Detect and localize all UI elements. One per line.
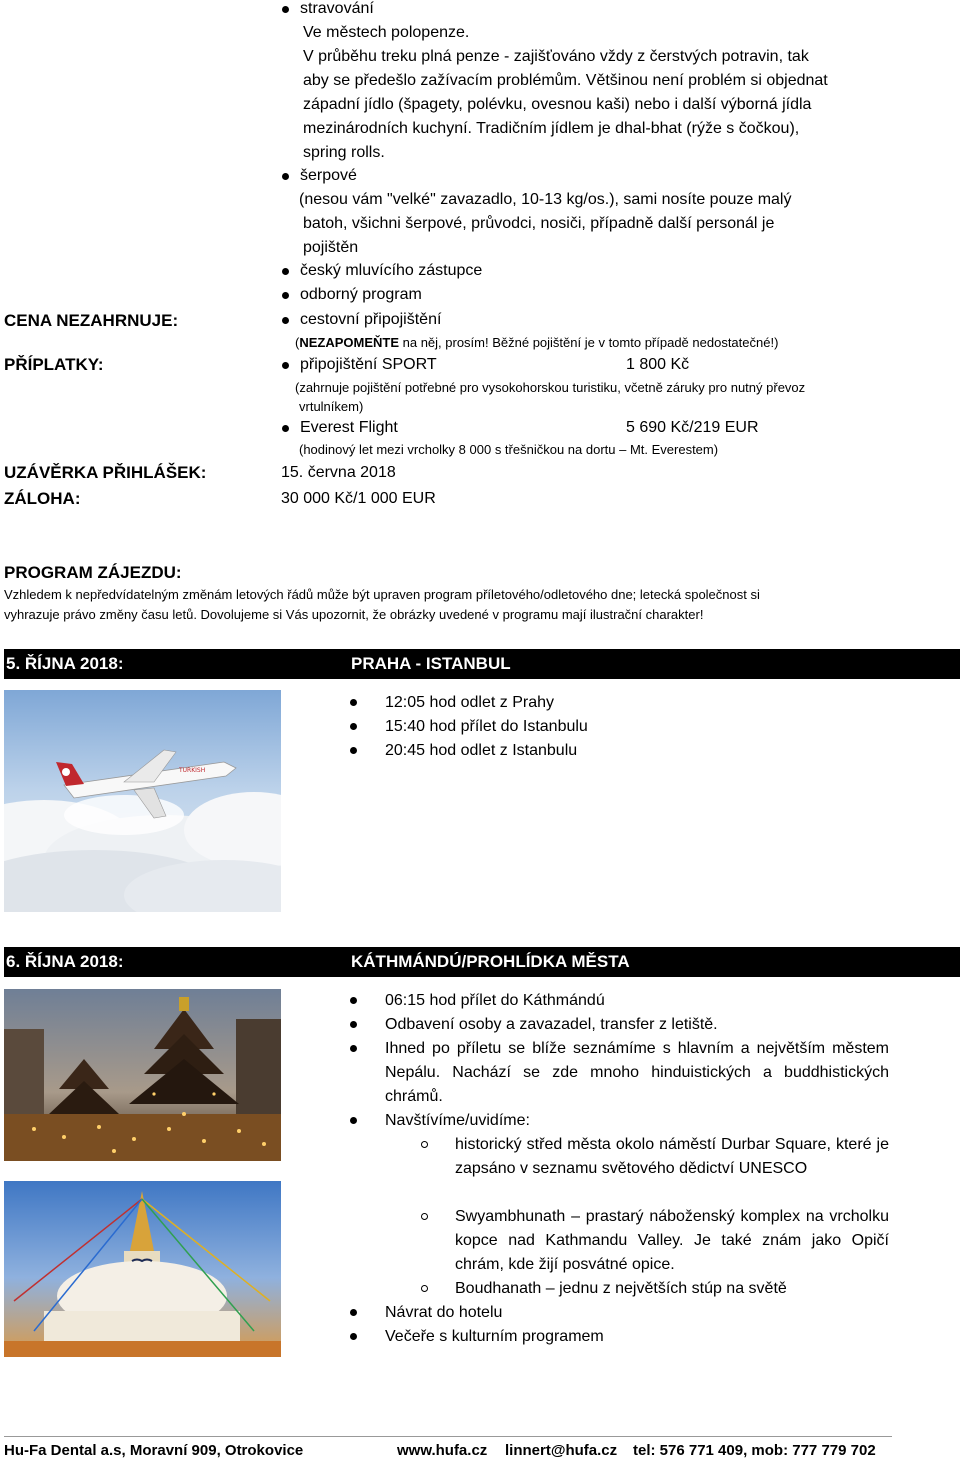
day1-item: 20:45 hod odlet z Istanbulu	[385, 742, 578, 759]
not-included-label: CENA NEZAHRNUJE:	[4, 311, 179, 330]
day1-header-bar	[4, 649, 960, 679]
everest-flight-price: 5 690 Kč/219 EUR	[626, 419, 759, 436]
stravovani-line-5: mezinárodních kuchyní. Tradičním jídlem je dhal-bhat (rýže s čočkou),	[303, 120, 800, 137]
serpove-line-1: (nesou vám "velké" zavazadlo, 10-13 kg/os.), sami nosíte pouze malý	[299, 191, 792, 208]
everest-flight-name: Everest Flight	[300, 419, 398, 436]
day2-item-arrival: 06:15 hod přílet do Káthmándú	[385, 992, 605, 1009]
day1-item: 15:40 hod přílet do Istanbulu	[385, 718, 588, 735]
bullet-icon	[350, 1021, 357, 1028]
program-item: odborný program	[300, 286, 422, 303]
day2-title: KÁTHMÁNDÚ/PROHLÍDKA MĚSTA	[351, 952, 630, 971]
bullet-icon	[350, 723, 357, 730]
stravovani-line-4: západní jídlo (špagety, polévku, ovesnou kaši) nebo i další výborná jídla	[303, 96, 812, 113]
insurance-note: (NEZAPOMEŇTE na něj, prosím! Běžné pojištění je v tomto případě nedostatečné!)	[295, 335, 779, 350]
sport-insurance-name: připojištění SPORT	[300, 356, 437, 373]
bullet-icon	[350, 1117, 357, 1124]
bullet-icon	[282, 317, 289, 324]
bullet-icon	[282, 6, 289, 13]
bullet-icon	[282, 425, 289, 432]
plane-livery-text: TURKISH	[179, 767, 206, 774]
stravovani-line-6: spring rolls.	[303, 144, 385, 161]
day2-item-transfer: Odbavení osoby a zavazadel, transfer z letiště.	[385, 1016, 718, 1033]
bullet-icon	[350, 1309, 357, 1316]
day2-header-bar	[4, 947, 960, 977]
serpove-label: šerpové	[300, 167, 357, 184]
day2-date: 6. ŘÍJNA 2018:	[6, 952, 124, 971]
circle-bullet-icon	[421, 1213, 428, 1220]
circle-bullet-icon	[421, 1285, 428, 1292]
sport-insurance-price: 1 800 Kč	[626, 356, 690, 373]
sport-note-2: vrtulníkem)	[299, 399, 364, 414]
zastupce-item: český mluvícího zástupce	[300, 262, 483, 279]
bullet-icon	[282, 362, 289, 369]
surcharges-label: PŘÍPLATKY:	[4, 355, 104, 374]
circle-bullet-icon	[421, 1141, 428, 1148]
bullet-icon	[350, 1333, 357, 1340]
stravovani-line-2: V průběhu treku plná penze - zajišťováno vždy z čerstvých potravin, tak	[303, 48, 809, 65]
footer-company: Hu-Fa Dental a.s, Moravní 909, Otrokovice	[4, 1442, 304, 1459]
travel-insurance-item: cestovní připojištění	[300, 311, 442, 328]
stravovani-line-1: Ve městech polopenze.	[303, 24, 470, 41]
footer-web-link[interactable]: www.hufa.cz	[397, 1442, 488, 1459]
stupa-photo	[4, 1181, 281, 1357]
bullet-icon	[350, 997, 357, 1004]
stravovani-label: stravování	[300, 0, 374, 17]
serpove-line-3: pojištěn	[303, 239, 359, 256]
bullet-icon	[350, 699, 357, 706]
bullet-icon	[350, 1045, 357, 1052]
temple-photo	[4, 989, 281, 1161]
deadline-label: UZÁVĚRKA PŘIHLÁŠEK:	[4, 463, 207, 482]
day1-item: 12:05 hod odlet z Prahy	[385, 694, 555, 711]
sport-note-1: (zahrnuje pojištění potřebné pro vysokohorskou turistiku, včetně záruky pro nutný převoz	[295, 380, 806, 395]
day2-item-dinner: Večeře s kulturním programem	[385, 1328, 604, 1345]
airplane-photo	[4, 690, 281, 912]
day2-sub-durbar: historický střed města okolo náměstí Durbar Square, které je zapsáno v seznamu světového dědictví UNESCO	[455, 1136, 889, 1177]
program-note-2: vyhrazuje právo změny času letů. Dovolujeme si Vás upozornit, že obrázky uvedené v programu mají ilustrační charakter!	[4, 607, 704, 622]
day2-item-return: Návrat do hotelu	[385, 1304, 503, 1321]
stravovani-line-3: aby se předešlo zažívacím problémům. Většinou není problém si objednat	[303, 72, 828, 89]
day1-title: PRAHA - ISTANBUL	[351, 654, 511, 673]
day2-item-visit: Navštívíme/uvidíme:	[385, 1112, 530, 1129]
day2-sub-swyambhunath: Swyambhunath – prastarý náboženský komplex na vrcholku kopce nad Kathmandu Valley. Je také znám jako Opičí chrám, kde žijí posvátné opice.	[455, 1208, 889, 1273]
footer-email-link[interactable]: linnert@hufa.cz	[505, 1442, 618, 1459]
bullet-icon	[282, 292, 289, 299]
footer-phones: tel: 576 771 409, mob: 777 779 702	[633, 1442, 876, 1459]
bullet-icon	[350, 747, 357, 754]
deposit-label: ZÁLOHA:	[4, 489, 81, 508]
day1-date: 5. ŘÍJNA 2018:	[6, 654, 124, 673]
footer-divider	[4, 1436, 892, 1437]
program-title: PROGRAM ZÁJEZDU:	[4, 563, 182, 582]
everest-note: (hodinový let mezi vrcholky 8 000 s třešničkou na dortu – Mt. Everestem)	[299, 442, 719, 457]
serpove-line-2: batoh, všichni šerpové, průvodci, nosiči, případně další personál je	[303, 215, 775, 232]
bullet-icon	[282, 173, 289, 180]
deadline-value: 15. června 2018	[281, 464, 396, 481]
day2-item-city: Ihned po příletu se blíže seznámíme s hlavním a největším městem Nepálu. Nachází se zde mnoho hinduistických a buddhistických chrámů.	[385, 1040, 889, 1105]
day2-sub-boudhanath: Boudhanath – jednu z největších stúp na světě	[455, 1280, 787, 1297]
program-note-1: Vzhledem k nepředvídatelným změnám letových řádů může být upraven program příletového/odletového dne; letecká společnost si	[4, 587, 760, 602]
deposit-value: 30 000 Kč/1 000 EUR	[281, 490, 436, 507]
bullet-icon	[282, 268, 289, 275]
